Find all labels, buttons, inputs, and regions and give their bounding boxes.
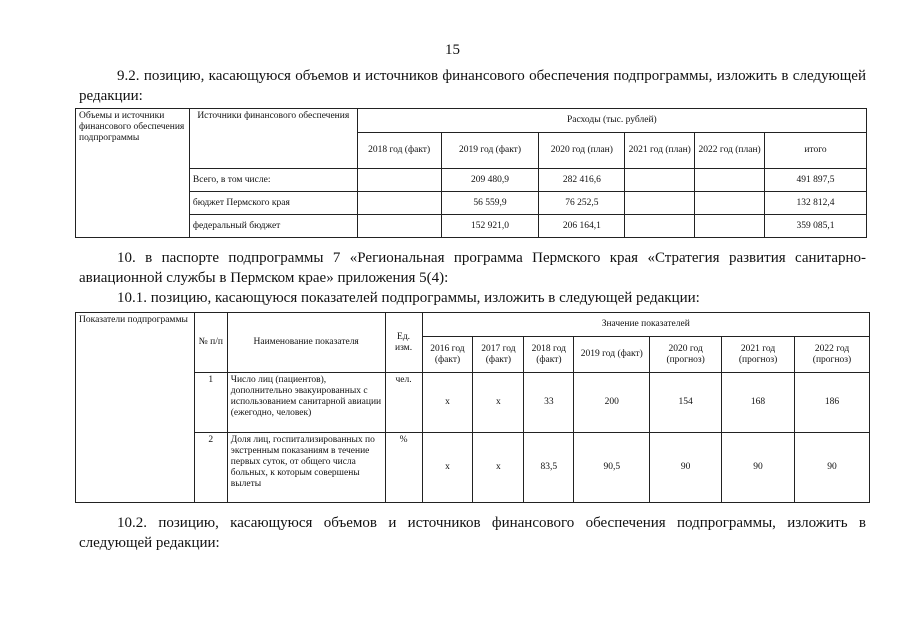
table-row [76, 373, 870, 433]
value-cell: х [422, 433, 473, 503]
value-cell [695, 215, 765, 238]
year-header: 2022 год (план) [695, 133, 765, 169]
financing-table [75, 108, 867, 238]
year-header: 2018 год (факт) [524, 337, 574, 373]
year-header: 2020 год (план) [539, 133, 625, 169]
value-cell [357, 192, 441, 215]
year-header: 2022 год (прогноз) [795, 337, 870, 373]
value-cell [357, 169, 441, 192]
value-cell [357, 215, 441, 238]
section-10-2-text: 10.2. позицию, касающуюся объемов и источников финансового обеспечения подпрограммы, изложить в следующей редакции: [79, 515, 866, 551]
value-cell: 56 559,9 [441, 192, 539, 215]
value-cell: 90 [795, 433, 870, 503]
sources-header: Источники финансового обеспечения [189, 109, 357, 169]
table-row [76, 433, 870, 503]
value-cell: 83,5 [524, 433, 574, 503]
row-number: 2 [194, 433, 227, 503]
value-cell: 168 [722, 373, 795, 433]
indicator-name: Число лиц (пациентов), дополнительно эвакуированных с использованием санитарной авиации (ежегодно, человек) [227, 373, 385, 433]
year-header: 2021 год (прогноз) [722, 337, 795, 373]
value-cell: 491 897,5 [765, 169, 867, 192]
section-9-2-text: 9.2. позицию, касающуюся объемов и источников финансового обеспечения подпрограммы, изложить в следующей редакции: [79, 68, 866, 104]
indicator-name: Доля лиц, госпитализированных по экстренным показаниям в течение первых суток, от общего числа больных, к которым совершены вылеты [227, 433, 385, 503]
value-cell: 282 416,6 [539, 169, 625, 192]
section-10-text: 10. в паспорте подпрограммы 7 «Региональная программа Пермского края «Стратегия развития санитарно-авиационной службы в Пермском крае» приложения 5(4): [79, 250, 866, 286]
source-label: Всего, в том числе: [189, 169, 357, 192]
value-cell: 359 085,1 [765, 215, 867, 238]
value-cell: 132 812,4 [765, 192, 867, 215]
value-cell: 200 [574, 373, 650, 433]
year-header: 2017 год (факт) [473, 337, 524, 373]
value-cell: х [473, 433, 524, 503]
value-cell: 209 480,9 [441, 169, 539, 192]
year-header: 2016 год (факт) [422, 337, 473, 373]
value-cell [695, 192, 765, 215]
indicator-unit: чел. [385, 373, 422, 433]
num-header: № п/п [194, 313, 227, 373]
table-row [76, 192, 867, 215]
total-header: итого [765, 133, 867, 169]
value-cell: 33 [524, 373, 574, 433]
row-number: 1 [194, 373, 227, 433]
indicator-unit: % [385, 433, 422, 503]
source-label: бюджет Пермского края [189, 192, 357, 215]
value-cell: х [473, 373, 524, 433]
year-header: 2018 год (факт) [357, 133, 441, 169]
value-cell [625, 192, 695, 215]
value-cell [625, 215, 695, 238]
unit-header: Ед. изм. [385, 313, 422, 373]
value-cell: 90,5 [574, 433, 650, 503]
page-number: 15 [445, 42, 460, 58]
expenses-header: Расходы (тыс. рублей) [357, 109, 866, 133]
value-cell: 186 [795, 373, 870, 433]
value-cell: 206 164,1 [539, 215, 625, 238]
indicators-table [75, 312, 870, 503]
value-cell: 90 [650, 433, 722, 503]
value-cell: 90 [722, 433, 795, 503]
value-cell: 152 921,0 [441, 215, 539, 238]
value-cell: 154 [650, 373, 722, 433]
year-header: 2019 год (факт) [574, 337, 650, 373]
year-header: 2019 год (факт) [441, 133, 539, 169]
values-header: Значение показателей [422, 313, 869, 337]
financing-row-label: Объемы и источники финансового обеспечения подпрограммы [76, 109, 190, 238]
year-header: 2020 год (прогноз) [650, 337, 722, 373]
year-header: 2021 год (план) [625, 133, 695, 169]
value-cell: 76 252,5 [539, 192, 625, 215]
section-10-1-text: 10.1. позицию, касающуюся показателей подпрограммы, изложить в следующей редакции: [117, 290, 700, 306]
indicators-row-label: Показатели подпрограммы [76, 313, 195, 503]
name-header: Наименование показателя [227, 313, 385, 373]
table-row [76, 169, 867, 192]
value-cell [625, 169, 695, 192]
value-cell [695, 169, 765, 192]
source-label: федеральный бюджет [189, 215, 357, 238]
table-row [76, 215, 867, 238]
value-cell: х [422, 373, 473, 433]
